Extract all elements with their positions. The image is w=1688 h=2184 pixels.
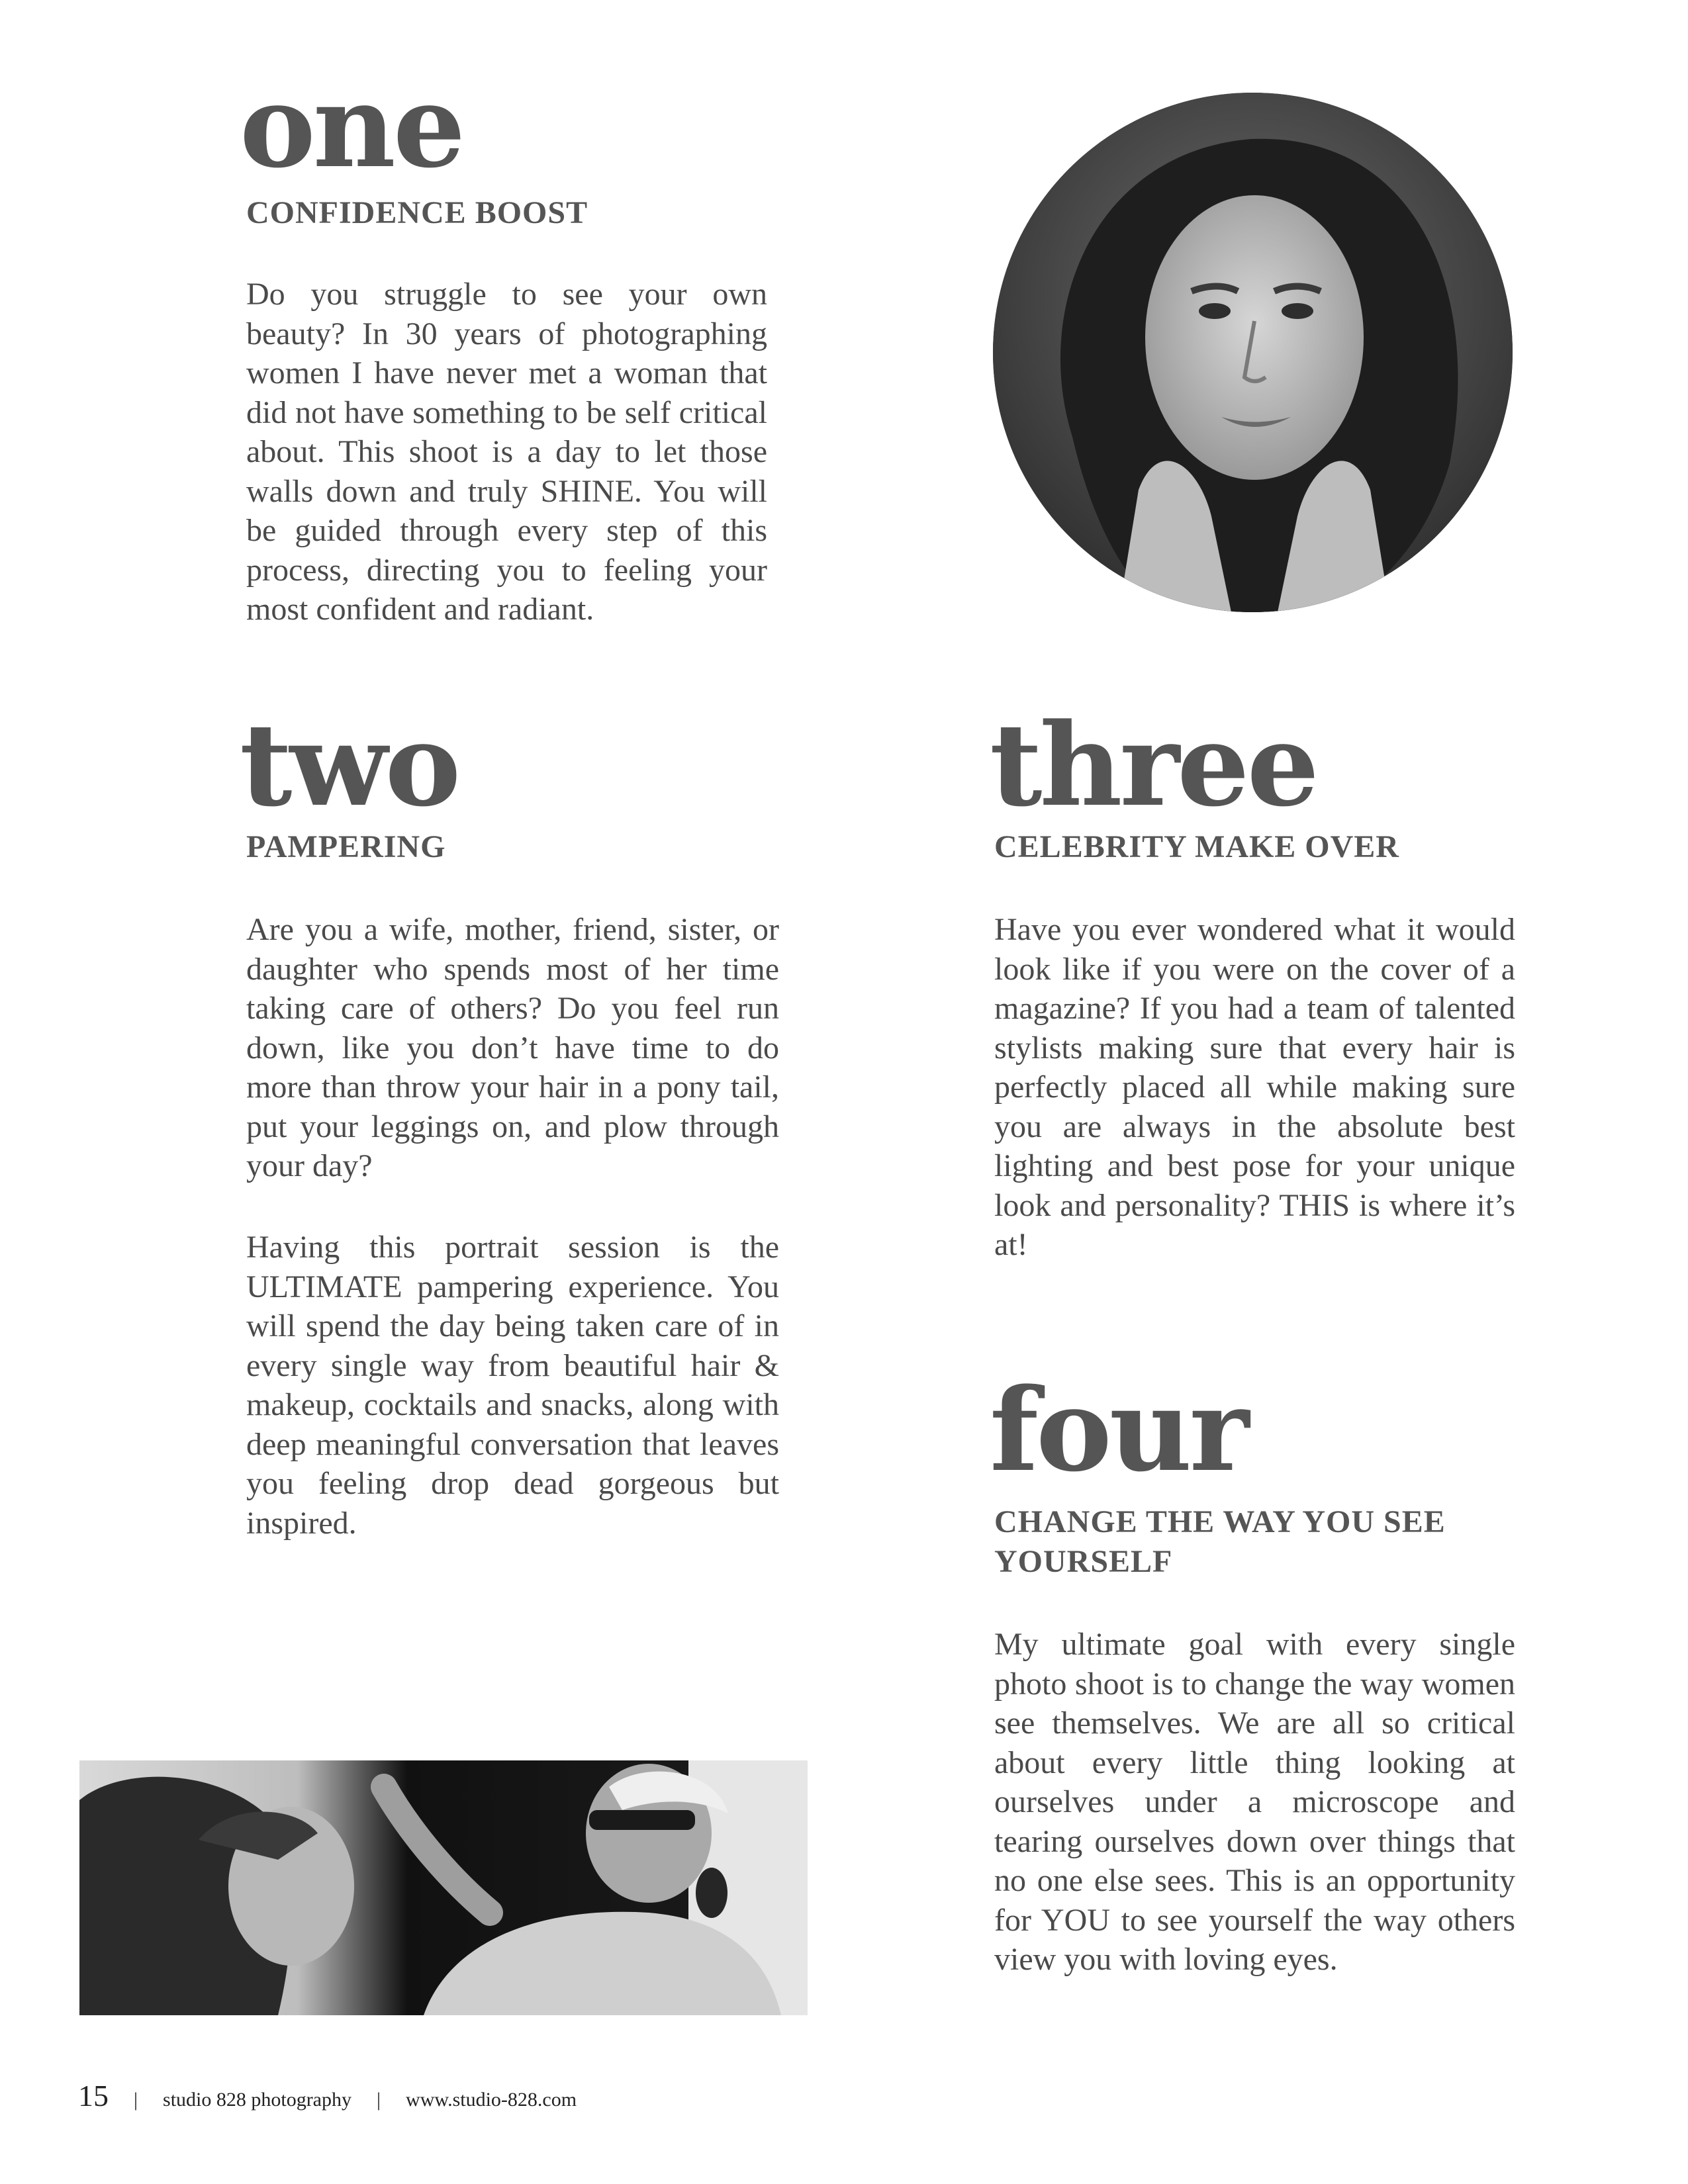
portrait-image-icon [993,93,1513,612]
page-footer [78,2078,577,2118]
website-link[interactable]: www.studio-828.com [406,2089,577,2111]
section-one-number: one [240,59,463,193]
section-three-title: CELEBRITY MAKE OVER [994,829,1399,864]
footer-separator: | [377,2089,381,2111]
portrait-photo [993,93,1513,612]
section-three-number: three [990,698,1317,832]
section-one-body: Do you struggle to see your own beauty? In 30 years of photographing women I have never met a woman that did not have something to be self critical about. This shoot is a day to let those walls down and truly SHINE. You will be guided through every step of this process, directing you to feeling your most confident and radiant. [246,277,767,627]
makeup-image-icon [79,1760,808,2015]
section-four-body: My ultimate goal with every single photo shoot is to change the way women see themselves. We are all so critical about every little thing looking at ourselves under a microscope and tearing ourselves down over things that no one else sees. This is an opportunity for YOU to see yourself the way others view you with loving eyes. [994,1627,1515,1977]
section-one-title: CONFIDENCE BOOST [246,195,588,230]
section-three-body: Have you ever wondered what it would look like if you were on the cover of a magazine? If you had a team of talented stylists making sure that every hair is perfectly placed all while making sure you are always in the absolute best lighting and best pose for your unique look and personality? THIS is where it’s at! [994,912,1515,1262]
section-four-title: CHANGE THE WAY YOU SEE YOURSELF [994,1504,1446,1579]
section-two-body-1: Are you a wife, mother, friend, sister, or daughter who spends most of her time taking care of others? Do you feel run down, like you don’t have time to do more than throw your hair in a pony tail, put your leggings on, and plow through your day? [246,912,779,1183]
section-two-title: PAMPERING [246,829,446,864]
section-two-number: two [240,698,459,832]
section-two-body-2: Having this portrait session is the ULTIMATE pampering experience. You will spend the day being taken care of in every single way from beautiful hair & makeup, cocktails and snacks, along with deep meaningful conversation that leaves you feeling drop dead gorgeous but inspired. [246,1230,779,1541]
section-four-number: four [990,1363,1247,1497]
studio-name: studio 828 photography [163,2089,352,2111]
makeup-photo [79,1760,808,2015]
page-number: 15 [78,2079,109,2113]
footer-separator: | [134,2089,138,2111]
